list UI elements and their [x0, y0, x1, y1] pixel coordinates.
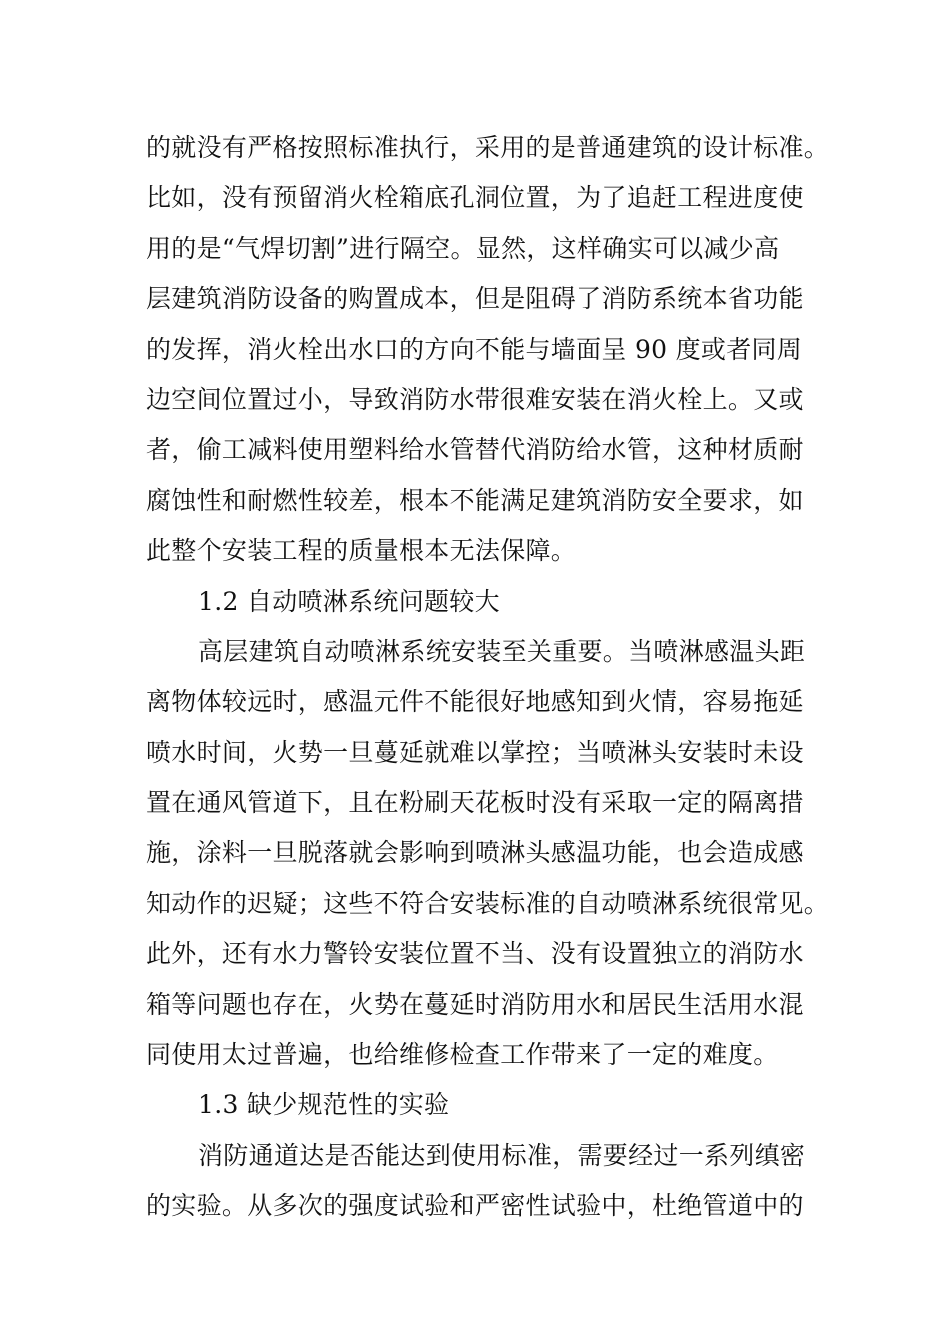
paragraph-line: 离物体较远时，感温元件不能很好地感知到火情，容易拖延 [146, 687, 804, 717]
paragraph-line: 此外，还有水力警铃安装位置不当、没有设置独立的消防水 [146, 939, 804, 969]
section-heading: 1.2 自动喷淋系统问题较大 [198, 586, 500, 616]
paragraph-line: 施，涂料一旦脱落就会影响到喷淋头感温功能，也会造成感 [146, 838, 804, 868]
paragraph-line: 消防通道达是否能达到使用标准，需要经过一系列缜密 [198, 1140, 806, 1170]
paragraph-line: 边空间位置过小，导致消防水带很难安装在消火栓上。又或 [146, 384, 804, 414]
paragraph-line: 层建筑消防设备的购置成本，但是阻碍了消防系统本省功能 [146, 284, 804, 314]
paragraph-line: 比如，没有预留消火栓箱底孔洞位置，为了追赶工程进度使 [146, 183, 804, 213]
paragraph-line: 置在通风管道下，且在粉刷天花板时没有采取一定的隔离措 [146, 788, 804, 818]
paragraph-line: 知动作的迟疑；这些不符合安装标准的自动喷淋系统很常见。 [146, 888, 830, 918]
paragraph-line: 者，偷工减料使用塑料给水管替代消防给水管，这种材质耐 [146, 435, 804, 465]
paragraph-line: 高层建筑自动喷淋系统安装至关重要。当喷淋感温头距 [198, 636, 806, 666]
paragraph-line: 此整个安装工程的质量根本无法保障。 [146, 536, 577, 566]
paragraph-line: 同使用太过普遍，也给维修检查工作带来了一定的难度。 [146, 1040, 779, 1070]
paragraph-line: 喷水时间，火势一旦蔓延就难以掌控；当喷淋头安装时未设 [146, 737, 804, 767]
paragraph-line: 的发挥，消火栓出水口的方向不能与墙面呈 90 度或者同周 [146, 334, 803, 364]
paragraph-line: 用的是“气焊切割”进行隔空。显然，这样确实可以减少高 [146, 233, 780, 263]
paragraph-line: 的就没有严格按照标准执行，采用的是普通建筑的设计标准。 [146, 133, 830, 162]
paragraph-line: 的实验。从多次的强度试验和严密性试验中，杜绝管道中的 [146, 1191, 804, 1221]
paragraph-line: 腐蚀性和耐燃性较差，根本不能满足建筑消防安全要求，如 [146, 485, 804, 515]
section-heading: 1.3 缺少规范性的实验 [198, 1090, 450, 1120]
body-text [146, 123, 830, 1232]
paragraph-line: 箱等问题也存在，火势在蔓延时消防用水和居民生活用水混 [146, 989, 804, 1019]
